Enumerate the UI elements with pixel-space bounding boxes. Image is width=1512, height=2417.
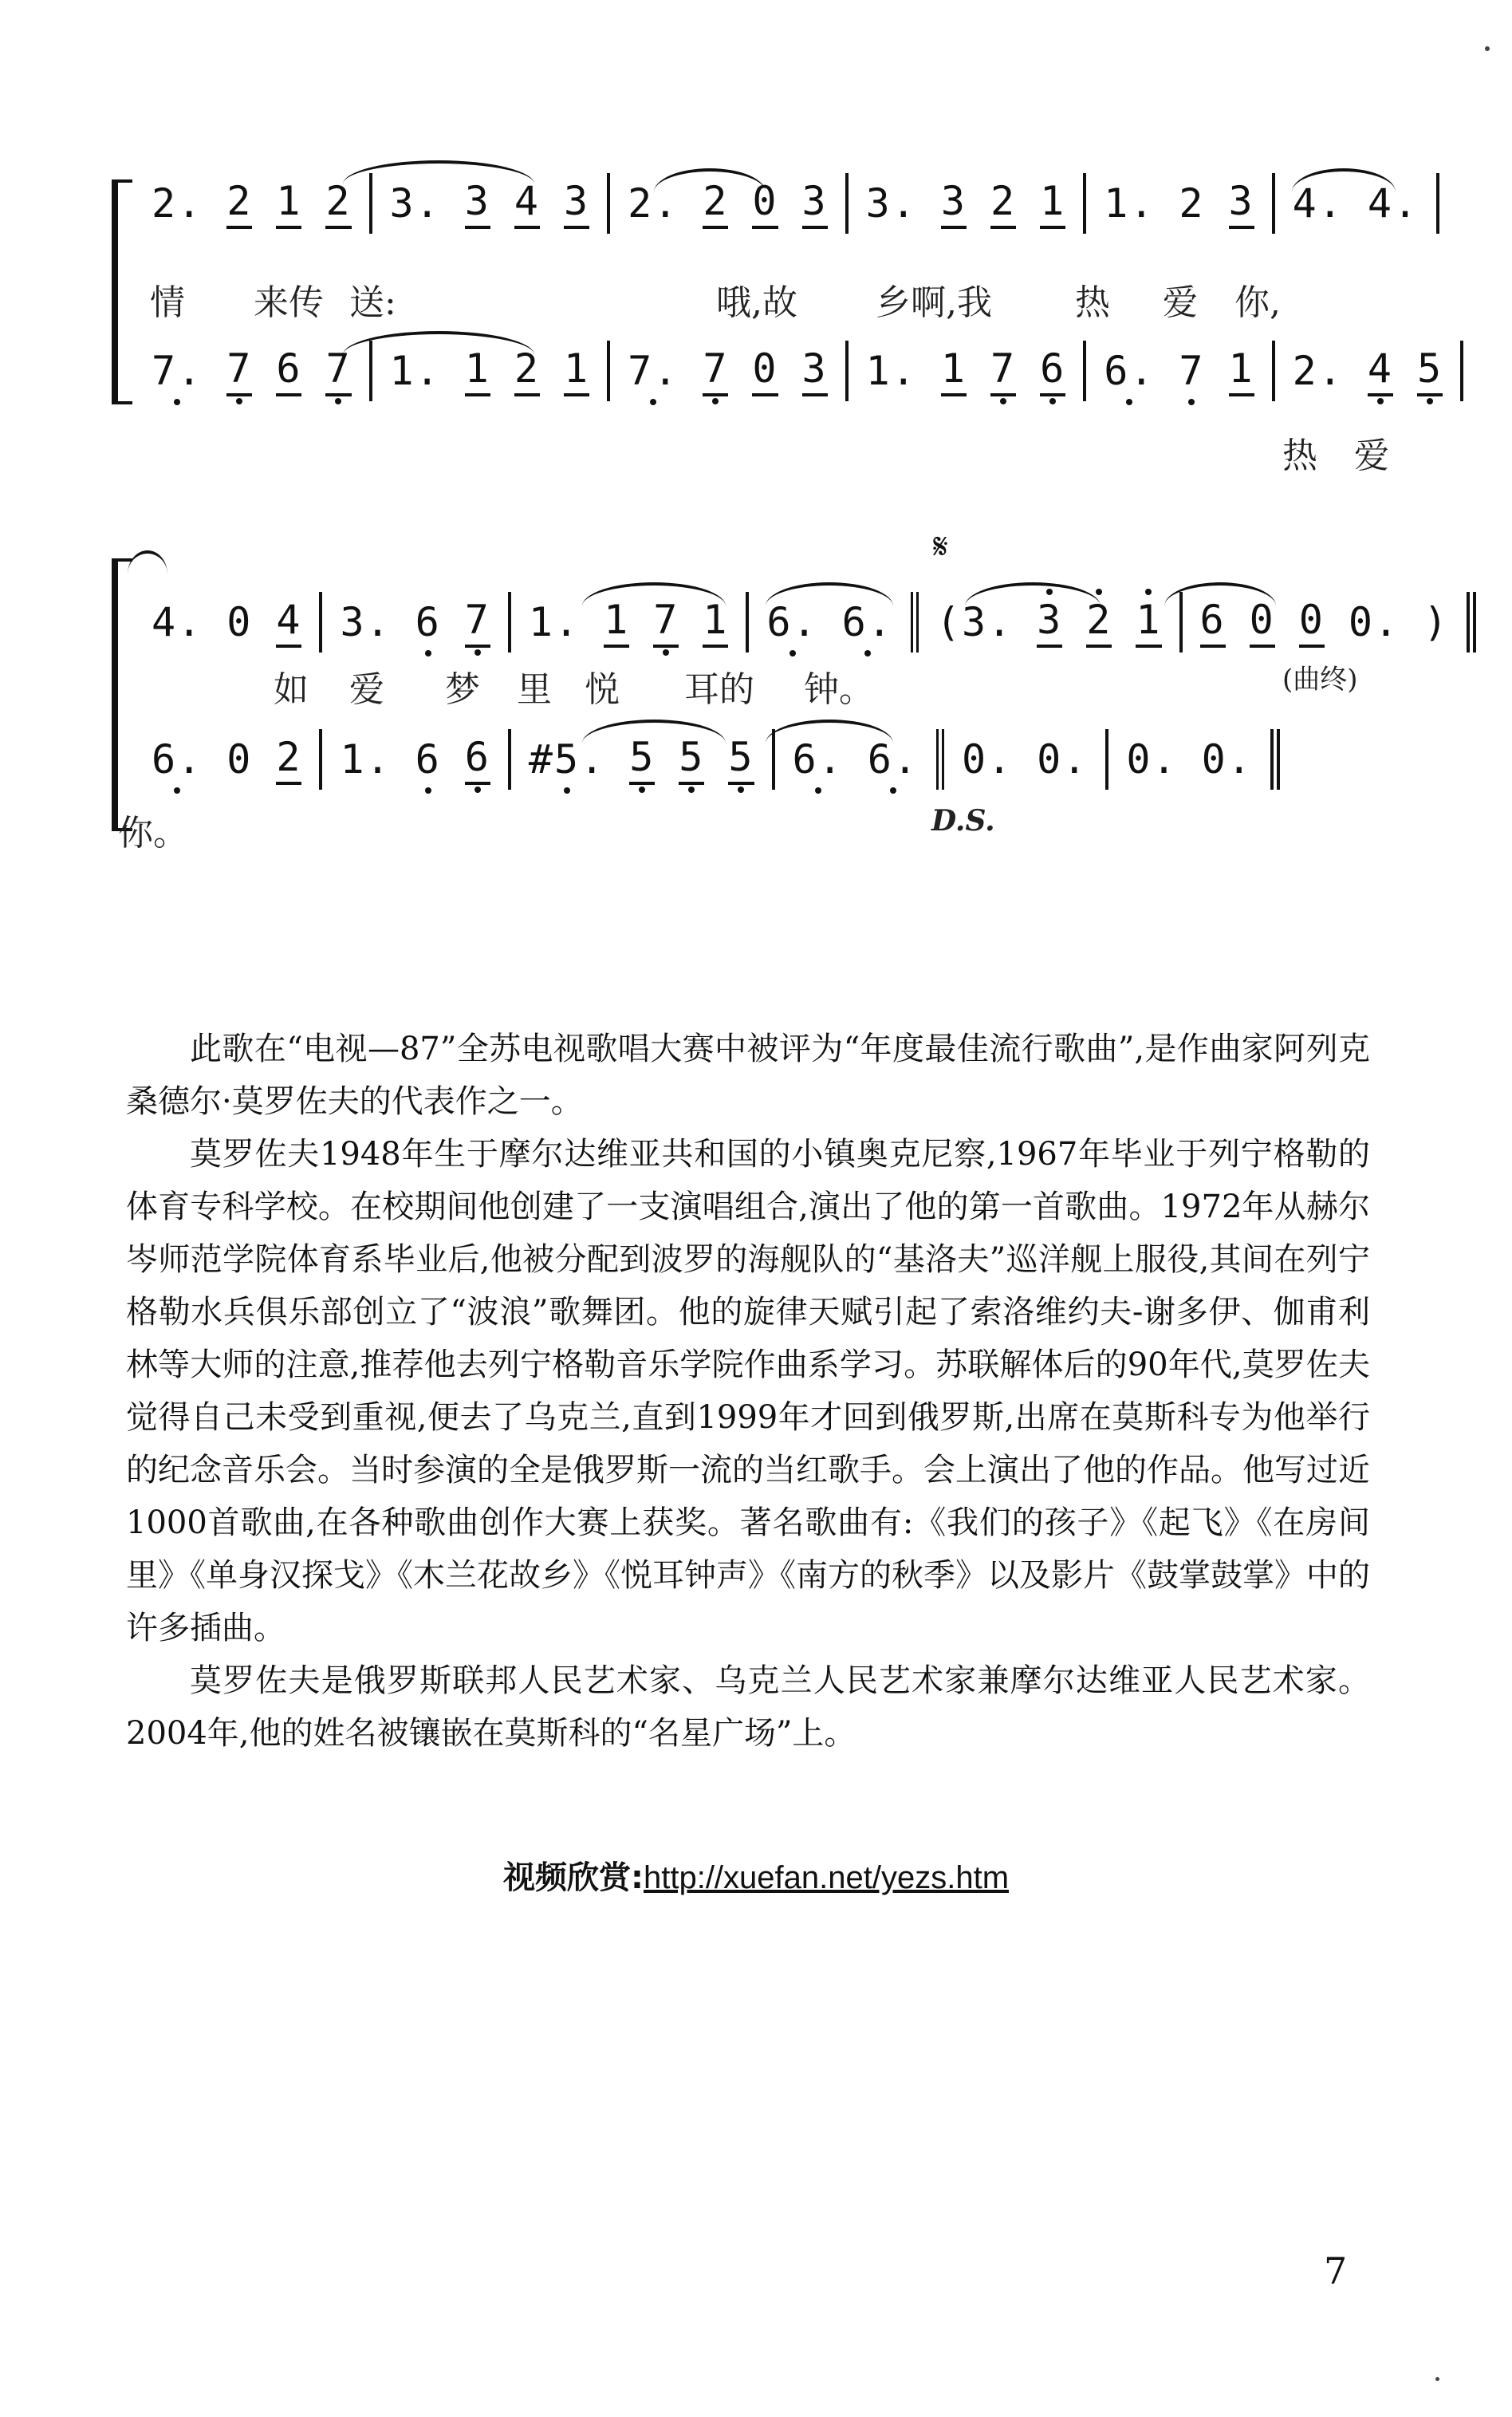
note: 1 (703, 597, 728, 648)
lyric: 情 (150, 282, 185, 323)
scan-speck (1485, 46, 1490, 51)
video-label: 视频欣赏: (502, 1859, 644, 1896)
note: 6 (1040, 345, 1065, 396)
note: 2 (990, 178, 1016, 229)
note: 0 (1250, 597, 1275, 648)
note: 1. (389, 348, 441, 394)
lyric: 梦 (445, 669, 480, 710)
note: 5 (679, 734, 704, 785)
lyric: 里 (517, 669, 552, 710)
note: 7. (152, 348, 203, 394)
note: 1 (1229, 345, 1254, 396)
measure (849, 173, 1087, 234)
note: 0. (961, 736, 1014, 783)
note: 6 (276, 345, 301, 396)
segno-sign: 𝄋 (933, 526, 948, 567)
measure (134, 729, 322, 790)
measure (1086, 341, 1274, 401)
tie (766, 582, 893, 606)
note: 6. (766, 599, 818, 645)
note: 1 (1136, 597, 1161, 648)
lyric: 来传 (254, 282, 324, 323)
note: 7 (325, 345, 351, 396)
note: 2 (1179, 180, 1205, 227)
score-system-1 (112, 172, 1443, 476)
note: 0. (1037, 736, 1089, 783)
note: 0. (1126, 736, 1178, 783)
note: 3. (389, 180, 441, 227)
note: 1 (604, 597, 629, 648)
note: 0 (226, 599, 253, 645)
lyric: 热 (1282, 436, 1317, 476)
lower-staff (134, 339, 1443, 403)
measure (322, 729, 510, 790)
paragraph: 莫罗佐夫1948年生于摩尔达维亚共和国的小镇奥克尼察,1967年毕业于列宁格勒的体育专科学校。在校期间他创建了一支演唱组合,演出了他的第一首歌曲。1972年从赫尔岑师范学院体育系毕业后,他被分配到波罗的海舰队的“基洛夫”巡洋舰上服役,其间在列宁格勒水兵俱乐部创立了“波浪”歌舞团。他的旋律天赋引起了索洛维约夫-谢多伊、伽甫利林等大师的注意,推荐他去列宁格勒音乐学院作曲系学习。苏联解体后的90年代,莫罗佐夫觉得自己未受到重视,便去了乌克兰,直到1999年才回到俄罗斯,出席在莫斯科专为他举行的纪念音乐会。当时参演的全是俄罗斯一流的当红歌手。会上演出了他的作品。他写过近1000首歌曲,在各种歌曲创作大赛上获奖。著名歌曲有:《我们的孩子》《起飞》《在房间里》《单身汉探戈》《木兰花故乡》《悦耳钟声》《南方的秋季》以及影片《鼓掌鼓掌》中的许多插曲。 (126, 1136, 1370, 1646)
measure (134, 341, 372, 401)
note: 5 (728, 734, 754, 785)
lyric: 你, (1234, 282, 1281, 323)
note: 3 (1229, 178, 1254, 229)
note: 7 (653, 597, 679, 648)
note: 6 (1200, 597, 1226, 648)
note: 0 (752, 345, 778, 396)
note: 3 (941, 178, 967, 229)
note: 6 (415, 599, 441, 645)
tie (128, 550, 167, 574)
note: 1 (1040, 178, 1065, 229)
tie (582, 582, 726, 606)
note: 5 (1417, 345, 1443, 396)
ending-mark: (曲终) (1282, 664, 1358, 696)
note: 1. (865, 348, 917, 394)
note: 6 (465, 734, 490, 785)
measure (1275, 341, 1463, 401)
note: 1 (465, 345, 490, 396)
lower-lyrics (118, 804, 1388, 854)
measure (944, 729, 1108, 790)
note: 6. (867, 736, 919, 783)
note: 3 (465, 178, 490, 229)
note: 2. (1292, 348, 1344, 394)
lyric: 你。 (118, 813, 188, 854)
note: 3 (802, 178, 828, 229)
tie (965, 582, 1101, 606)
upper-staff (134, 172, 1419, 235)
scan-speck (1435, 2377, 1439, 2381)
note: 4. (1292, 180, 1344, 227)
note: 2. (152, 180, 203, 227)
note: 0 (752, 178, 778, 229)
note: 1 (941, 345, 967, 396)
note: 1. (340, 736, 392, 783)
note: 7 (465, 597, 490, 648)
note: 0 (1299, 597, 1325, 648)
note: 6. (1104, 348, 1156, 394)
note: ) (1423, 599, 1450, 645)
note: 4. (1367, 180, 1419, 227)
note: 1 (276, 178, 301, 229)
note: 2. (628, 180, 679, 227)
note: 6. (152, 736, 203, 783)
lyric: 送: (349, 282, 396, 323)
note: 5 (629, 734, 655, 785)
measure (134, 592, 322, 653)
lyric: 哦,故 (716, 282, 797, 323)
note: 3. (865, 180, 917, 227)
lower-lyrics (134, 427, 1388, 475)
note: 0 (226, 736, 253, 783)
lyric: 爱 (1163, 282, 1198, 323)
note: 2 (325, 178, 351, 229)
note: 1. (528, 599, 581, 645)
note: 3 (1037, 597, 1062, 648)
note: 2 (276, 734, 301, 785)
lyric: 爱 (349, 669, 384, 710)
upper-lyrics (134, 274, 1388, 321)
lyric: 悦 (585, 669, 620, 710)
note: 4. (152, 599, 203, 645)
note: 3. (340, 599, 392, 645)
measure (849, 341, 1087, 401)
score-system-2 (112, 526, 1450, 854)
note: 2 (1086, 597, 1112, 648)
note: 4 (514, 178, 540, 229)
paragraph: 此歌在“电视—87”全苏电视歌唱大赛中被评为“年度最佳流行歌曲”,是作曲家阿列克桑德尔·莫罗佐夫的代表作之一。 (126, 1031, 1370, 1120)
note: 1. (1104, 180, 1156, 227)
note: 3 (802, 345, 828, 396)
lyric: 耳的 (684, 669, 754, 710)
upper-lyrics (134, 660, 1388, 708)
note: 2 (703, 178, 728, 229)
video-link-line (0, 1852, 1512, 1898)
note: 4 (1368, 345, 1393, 396)
note: 0. (1348, 599, 1400, 645)
tie (582, 720, 726, 743)
measure (1108, 729, 1279, 790)
paragraph: 莫罗佐夫是俄罗斯联邦人民艺术家、乌克兰人民艺术家兼摩尔达维亚人民艺术家。2004年,他的姓名被镶嵌在莫斯科的“名星广场”上。 (126, 1662, 1370, 1752)
note: (3. (935, 599, 1014, 645)
measure (134, 173, 372, 234)
note: 6. (792, 736, 844, 783)
lyric: 钟。 (804, 669, 874, 710)
note: 3 (564, 178, 589, 229)
note: 7 (703, 345, 728, 396)
note: 6. (841, 599, 893, 645)
note: 7. (628, 348, 679, 394)
note: 2 (226, 178, 252, 229)
system-brace (112, 558, 132, 831)
measure (610, 341, 849, 401)
note: #5. (528, 736, 606, 783)
lyric: 爱 (1354, 436, 1389, 476)
lyric: 热 (1075, 282, 1110, 323)
note: 1 (564, 345, 589, 396)
measure (1086, 173, 1274, 234)
note: 0. (1201, 736, 1253, 783)
tie (766, 720, 893, 743)
note: 4 (276, 597, 301, 648)
system-brace (112, 179, 132, 404)
tie (343, 331, 534, 355)
dal-segno-mark: D.S. (931, 804, 995, 838)
note: 7 (990, 345, 1016, 396)
tie (343, 160, 534, 184)
note: 6 (415, 736, 441, 783)
video-url-link[interactable]: http://xuefan.net/yezs.htm (643, 1860, 1010, 1895)
lower-staff (134, 727, 1388, 791)
note: 2 (514, 345, 540, 396)
lyric: 乡啊,我 (876, 282, 992, 323)
tie (1164, 582, 1276, 606)
measure (322, 592, 510, 653)
article-text (126, 1023, 1370, 1760)
note: 7 (1179, 348, 1205, 394)
note: 7 (226, 345, 252, 396)
lyric: 如 (274, 669, 309, 710)
page-number: 7 (1324, 2249, 1348, 2293)
